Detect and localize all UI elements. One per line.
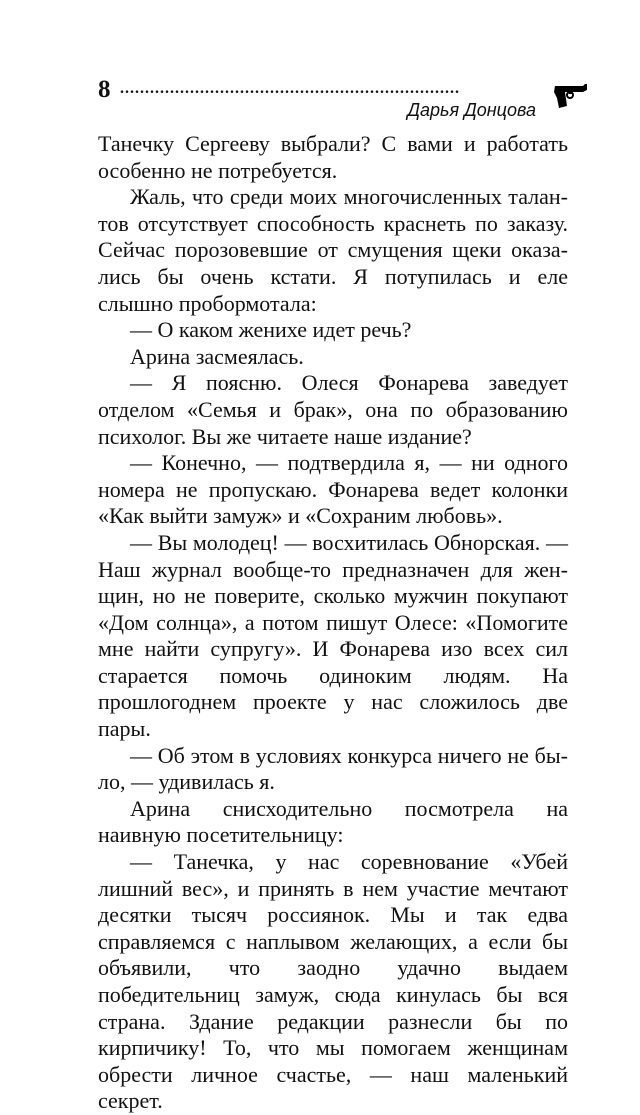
- page-number: 8: [98, 76, 111, 103]
- paragraph: Арина засмеялась.: [130, 343, 304, 369]
- paragraph: — Вы молодец! — восхитилась Обнорская. — Наш журнал вообще-то предназначен для женщин, но не поверите, сколько мужчин покупают «Дом солнца», а потом пишут Олесе: «Помогите мне найти супругу». И Фонарева изо всех сил старается помочь одиноким людям. На прошлогоднем проекте у нас сложилось две пары.: [98, 529, 568, 742]
- paragraph: — О каком женихе идет речь?: [130, 317, 412, 343]
- running-header: [98, 72, 588, 122]
- pistol-icon: [553, 80, 589, 112]
- paragraph: Танечку Сергееву выбрали? С вами и работать особенно не потребуется.: [98, 131, 568, 183]
- dotted-leader: ....................................................................: [120, 82, 460, 96]
- body-text: [98, 131, 568, 1115]
- paragraph: Арина снисходительно посмотрела на наивную посетительницу:: [98, 795, 568, 848]
- paragraph: — Танечка, у нас соревнование «Убей лишний вес», и принять в нем участие мечтают десятки тысяч россиянок. Мы и так едва справляемся с наплывом желающих, а если бы объявили, что заодно удачно выдаем победительниц замуж, сюда кинулась бы вся страна. Здание редакции разнесли бы по кирпичику! То, что мы помогаем женщинам обрести личное счастье, — наш маленький секрет.: [98, 849, 568, 1114]
- paragraph: Жаль, что среди моих многочисленных талантов отсутствует способность краснеть по заказу. Сейчас порозовевшие от смущения щеки оказались бы очень кстати. Я потупилась и еле слышно пробормотала:: [98, 184, 568, 316]
- paragraph: — Я поясню. Олеся Фонарева заведует отделом «Семья и брак», она по образованию психолог. Вы же читаете наше издание?: [98, 370, 568, 449]
- paragraph: — Об этом в условиях конкурса ничего не было, — удивилась я.: [98, 742, 568, 795]
- author-name: Дарья Донцова: [407, 100, 536, 120]
- paragraph: — Конечно, — подтвердила я, — ни одного номера не пропускаю. Фонарева ведет колонки «Как выйти замуж» и «Сохраним любовь».: [98, 450, 568, 529]
